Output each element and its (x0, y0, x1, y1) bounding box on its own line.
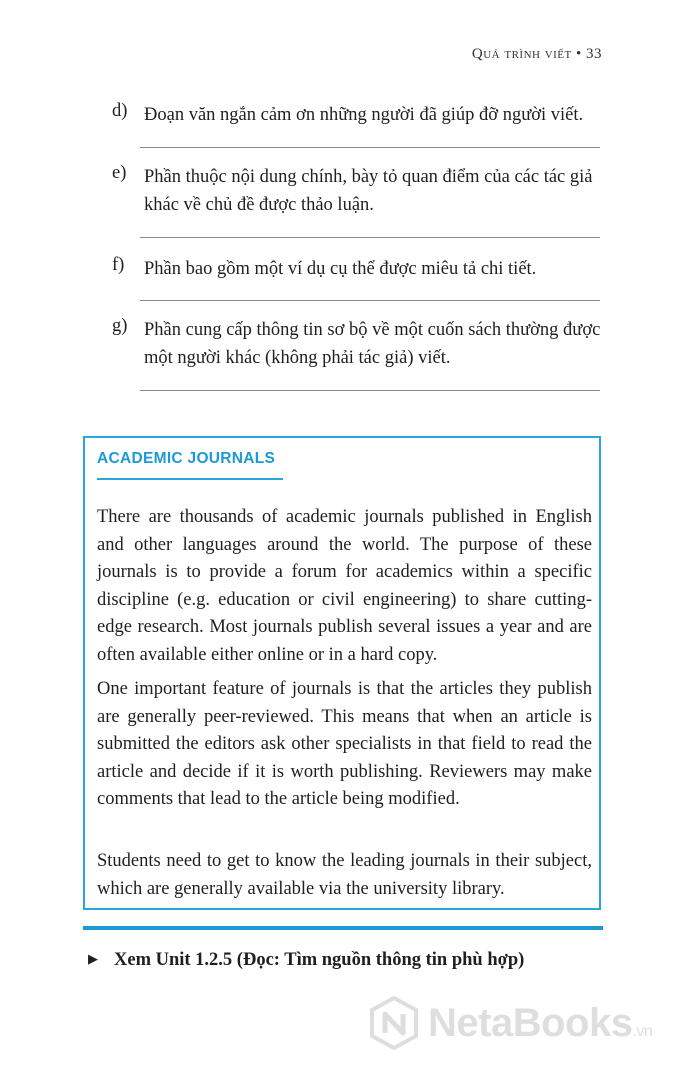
exercise-letter: d) (112, 101, 128, 121)
exercise-letter: g) (112, 316, 128, 336)
exercise-item-d (112, 101, 602, 129)
netabooks-logo-icon (366, 995, 422, 1051)
box-paragraph: One important feature of journals is that the articles they publish are generally peer-reviewed. This means that when an article is submitted the editors ask other specialists in that field to read the article and decide if it is worth publishing. Reviewers may make comments that lead to the article being modified. (97, 679, 592, 809)
exercise-item-e (112, 163, 602, 219)
triangle-arrow-icon: ▶ (88, 952, 98, 967)
box-paragraph: Students need to get to know the leading journals in their subject, which are generally available via the university library. (97, 851, 592, 899)
exercise-item-f (112, 255, 602, 283)
exercise-letter: e) (112, 163, 127, 183)
exercise-letter: f) (112, 255, 125, 275)
academic-journals-box (83, 436, 601, 910)
exercise-text: Đoạn văn ngắn cảm ơn những người đã giúp đỡ người viết. (144, 105, 584, 125)
exercise-text: Phần bao gồm một ví dụ cụ thể được miêu tả chi tiết. (144, 259, 537, 279)
watermark-text: NetaBooks.vn (428, 1001, 653, 1045)
answer-line (140, 390, 600, 391)
exercise-text: Phần thuộc nội dung chính, bày tỏ quan điểm của các tác giả khác về chủ đề được thảo luận. (144, 167, 593, 215)
running-head: Quá trình viết • 33 (471, 46, 602, 62)
netabooks-watermark (366, 995, 686, 1055)
box-title-underline (97, 478, 283, 480)
exercise-item-g (112, 316, 602, 372)
answer-line (140, 300, 600, 301)
section-divider (83, 926, 603, 930)
exercise-text: Phần cung cấp thông tin sơ bộ về một cuốn sách thường được một người khác (không phải tác giả) viết. (144, 320, 601, 368)
cross-reference (88, 950, 524, 971)
answer-line (140, 147, 600, 148)
box-title: ACADEMIC JOURNALS (97, 450, 276, 467)
box-paragraph: There are thousands of academic journals published in English and other languages around the world. The purpose of these journals is to provide a forum for academics within a specific discipline (e.g. education or civil engineering) to share cutting-edge research. Most journals publish several issues a year and are often available either online or in a hard copy. (97, 507, 592, 665)
cross-reference-text: Xem Unit 1.2.5 (Đọc: Tìm nguồn thông tin phù hợp) (114, 950, 525, 970)
answer-line (140, 237, 600, 238)
